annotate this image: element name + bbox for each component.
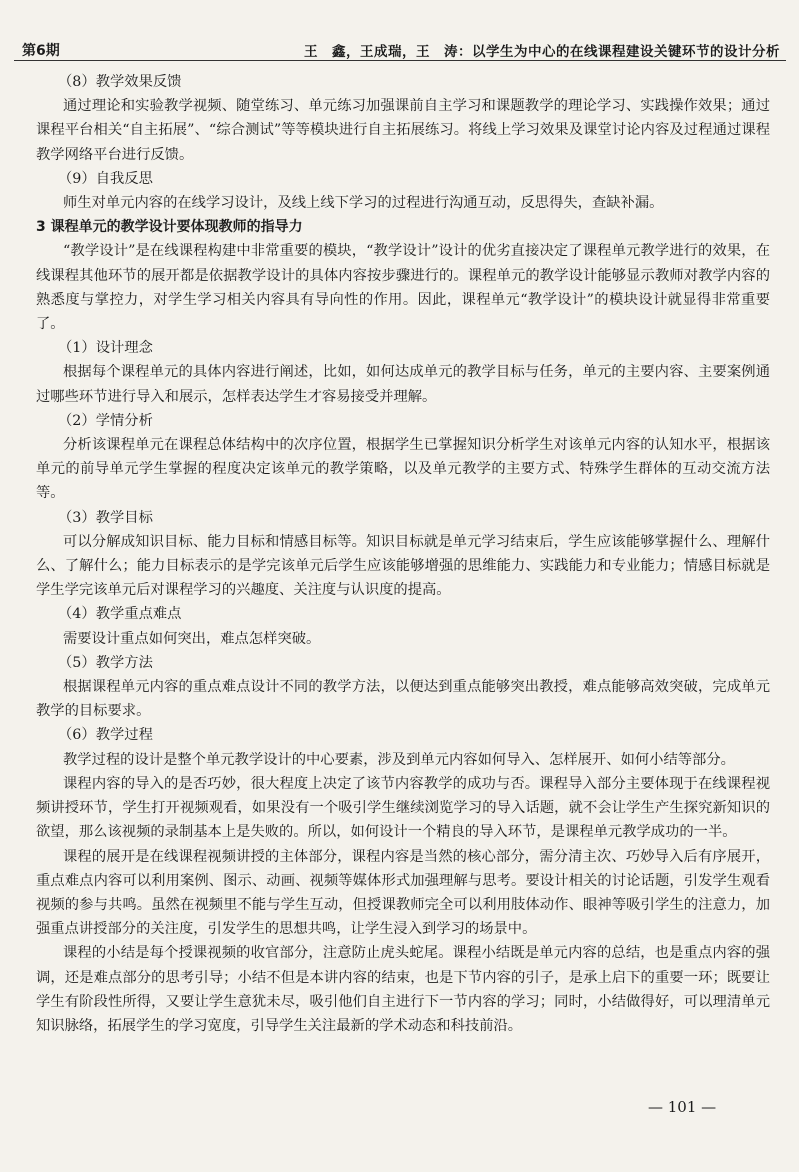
subsection-heading: （5）教学方法 <box>58 654 153 671</box>
section-heading: 3 课程单元的教学设计要体现教师的指导力 <box>36 219 303 236</box>
page-number: — 101 — <box>648 1098 717 1116</box>
body-paragraph: 课程的展开是在线课程视频讲授的主体部分，课程内容是当然的核心部分，需分清主次、巧妙导入后有序展开，重点难点内容可以利用案例、图示、动画、视频等媒体形式加强理解与思考。要设计相关的讨论话题，引发学生观看视频的参与共鸣。虽然在视频里不能与学生互动，但授课教师完全可以利用肢体动作、眼神等吸引学生的注意力，加强重点讲授部分的关注度，引发学生的思想共鸣，让学生浸入到学习的场景中。 <box>36 848 770 938</box>
body-paragraph: 师生对单元内容的在线学习设计，及线上线下学习的过程进行沟通互动，反思得失，查缺补漏。 <box>63 195 664 212</box>
body-paragraph: 需要设计重点如何突出，难点怎样突破。 <box>63 630 321 647</box>
body-paragraph: 根据每个课程单元的具体内容进行阐述，比如，如何达成单元的教学目标与任务，单元的主要内容、主要案例通过哪些环节进行导入和展示，怎样表达学生才容易接受并理解。 <box>36 364 770 405</box>
running-header <box>14 38 786 61</box>
body-paragraph: 教学过程的设计是整个单元教学设计的中心要素，涉及到单元内容如何导入、怎样展开、如何小结等部分。 <box>63 751 735 768</box>
body-paragraph: 可以分解成知识目标、能力目标和情感目标等。知识目标就是单元学习结束后，学生应该能够掌握什么、理解什么、了解什么；能力目标表示的是学完该单元后学生应该能够增强的思维能力、实践能力和专业能力；情感目标就是学生学完该单元后对课程学习的兴趣度、关注度与认识度的提高。 <box>36 533 770 599</box>
subsection-heading: （3）教学目标 <box>58 509 153 526</box>
subsection-heading: （1）设计理念 <box>58 340 153 357</box>
issue-label: 第6期 <box>22 43 60 59</box>
subsection-heading: （9）自我反思 <box>58 170 153 187</box>
subsection-heading: （8）教学效果反馈 <box>58 74 182 90</box>
body-paragraph: “教学设计”是在线课程构建中非常重要的模块，“教学设计”设计的优劣直接决定了课程单元教学进行的效果，在线课程其他环节的展开都是依据教学设计的具体内容按步骤进行的。课程单元的教学设计能够显示教师对教学内容的熟悉度与掌控力，对学生学习相关内容具有导向性的作用。因此，课程单元“教学设计”的模块设计就显得非常重要了。 <box>36 243 770 333</box>
body-paragraph: 根据课程单元内容的重点难点设计不同的教学方法，以便达到重点能够突出教授，难点能够高效突破，完成单元教学的目标要求。 <box>36 679 770 720</box>
subsection-heading: （6）教学过程 <box>58 727 153 744</box>
article-body <box>36 70 770 1038</box>
subsection-heading: （2）学情分析 <box>58 412 153 429</box>
body-paragraph: 通过理论和实验教学视频、随堂练习、单元练习加强课前自主学习和课题教学的理论学习、实践操作效果；通过课程平台相关“自主拓展”、“综合测试”等等模块进行自主拓展练习。将线上学习效果及课堂讨论内容及过程通过课程教学网络平台进行反馈。 <box>36 98 770 163</box>
body-paragraph: 课程内容的导入的是否巧妙，很大程度上决定了该节内容教学的成功与否。课程导入部分主要体现于在线课程视频讲授环节，学生打开视频观看，如果没有一个吸引学生继续浏览学习的导入话题，就不会让学生产生探究新知识的欲望，那么该视频的录制基本上是失败的。所以，如何设计一个精良的导入环节，是课程单元教学成功的一半。 <box>36 775 770 841</box>
subsection-heading: （4）教学重点难点 <box>58 606 182 623</box>
body-paragraph: 课程的小结是每个授课视频的收官部分，注意防止虎头蛇尾。课程小结既是单元内容的总结，也是重点内容的强调，还是难点部分的思考引导；小结不但是本讲内容的结束，也是下节内容的引子，是承上启下的重要一环；既要让学生有阶段性所得，又要让学生意犹未尽，吸引他们自主进行下一节内容的学习；同时，小结做得好，可以理清单元知识脉络，拓展学生的学习宽度，引导学生关注最新的学术动态和科技前沿。 <box>36 945 770 1034</box>
body-paragraph: 分析该课程单元在课程总体结构中的次序位置，根据学生已掌握知识分析学生对该单元内容的认知水平，根据该单元的前导单元学生掌握的程度决定该单元的教学策略，以及单元教学的主要方式、特殊学生群体的互动交流方法等。 <box>36 437 770 502</box>
running-title: 王 鑫，王成瑞，王 涛：以学生为中心的在线课程建设关键环节的设计分析 <box>304 44 780 60</box>
